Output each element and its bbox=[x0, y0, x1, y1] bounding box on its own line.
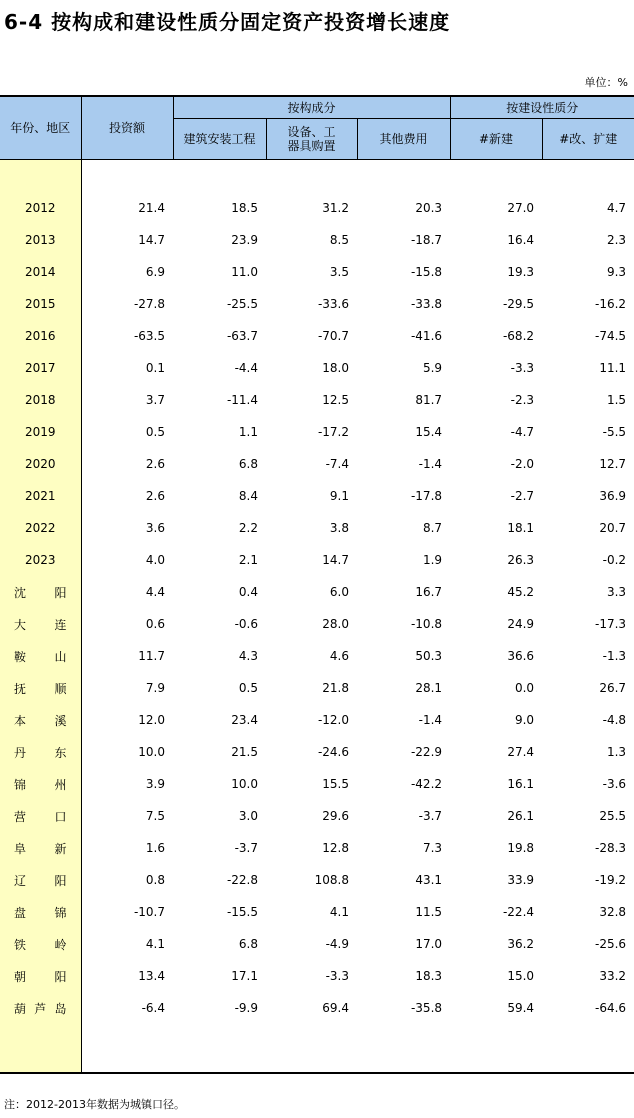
value-cell: 8.7 bbox=[422, 521, 443, 535]
value-cell: -6.4 bbox=[141, 1001, 165, 1015]
value-cell: -74.5 bbox=[594, 329, 627, 343]
value-cell: -28.3 bbox=[594, 841, 627, 855]
value-cell: 12.7 bbox=[599, 457, 627, 471]
value-cell: -4.8 bbox=[602, 713, 627, 727]
value-cell: 50.3 bbox=[415, 649, 443, 663]
row-label: 2023 bbox=[0, 544, 81, 576]
value-cell: 3.5 bbox=[329, 265, 349, 279]
header-renovation: #改、扩建 bbox=[542, 119, 634, 160]
value-cell: 29.6 bbox=[322, 809, 349, 823]
row-label: 辽阳 bbox=[0, 864, 81, 896]
row-label: 盘锦 bbox=[0, 896, 81, 928]
value-cell: 20.3 bbox=[415, 201, 443, 215]
value-cell: -16.2 bbox=[594, 297, 627, 311]
spacer-cell bbox=[173, 160, 266, 193]
value-cell: 0.5 bbox=[145, 425, 165, 439]
value-cell: 0.1 bbox=[145, 361, 165, 375]
spacer-cell bbox=[81, 1024, 173, 1073]
value-cell: 33.2 bbox=[599, 969, 627, 983]
table-row bbox=[0, 192, 634, 224]
value-cell: 3.8 bbox=[329, 521, 349, 535]
value-cell: 6.8 bbox=[238, 937, 258, 951]
value-cell: 26.7 bbox=[599, 681, 627, 695]
table-header bbox=[0, 96, 634, 160]
value-cell: 0.0 bbox=[514, 681, 535, 695]
value-cell: 4.1 bbox=[145, 937, 165, 951]
table-row bbox=[0, 608, 634, 640]
spacer-cell bbox=[357, 160, 450, 193]
value-cell: 12.8 bbox=[322, 841, 349, 855]
spacer-cell bbox=[542, 160, 634, 193]
header-region: 年份、地区 bbox=[0, 96, 81, 160]
value-cell: 9.3 bbox=[606, 265, 627, 279]
data-table bbox=[0, 95, 634, 1074]
value-cell: 3.9 bbox=[145, 777, 165, 791]
value-cell: 26.1 bbox=[507, 809, 535, 823]
value-cell: 3.0 bbox=[238, 809, 258, 823]
value-cell: -3.7 bbox=[418, 809, 443, 823]
value-cell: -64.6 bbox=[594, 1001, 627, 1015]
value-cell: -10.7 bbox=[133, 905, 165, 919]
row-label: 2019 bbox=[0, 416, 81, 448]
value-cell: 7.9 bbox=[145, 681, 165, 695]
row-label: 阜新 bbox=[0, 832, 81, 864]
row-label: 大连 bbox=[0, 608, 81, 640]
spacer-cell bbox=[357, 1024, 450, 1073]
value-cell: -12.0 bbox=[317, 713, 349, 727]
value-cell: -4.7 bbox=[510, 425, 535, 439]
row-label: 铁岭 bbox=[0, 928, 81, 960]
table-row bbox=[0, 480, 634, 512]
value-cell: -22.9 bbox=[410, 745, 443, 759]
value-cell: -42.2 bbox=[410, 777, 443, 791]
value-cell: 16.7 bbox=[415, 585, 443, 599]
value-cell: 11.1 bbox=[599, 361, 627, 375]
value-cell: 33.9 bbox=[507, 873, 535, 887]
row-label: 锦州 bbox=[0, 768, 81, 800]
value-cell: 1.9 bbox=[422, 553, 443, 567]
value-cell: 16.1 bbox=[507, 777, 535, 791]
row-label: 2021 bbox=[0, 480, 81, 512]
value-cell: -70.7 bbox=[317, 329, 349, 343]
value-cell: 28.0 bbox=[322, 617, 349, 631]
value-cell: 11.0 bbox=[231, 265, 258, 279]
value-cell: -1.4 bbox=[418, 457, 443, 471]
value-cell: 17.0 bbox=[415, 937, 443, 951]
value-cell: 20.7 bbox=[599, 521, 627, 535]
table-row bbox=[0, 896, 634, 928]
table-row bbox=[0, 864, 634, 896]
table-row bbox=[0, 704, 634, 736]
value-cell: 0.6 bbox=[145, 617, 165, 631]
unit-label: 单位：% bbox=[584, 76, 628, 89]
value-cell: 11.7 bbox=[138, 649, 165, 663]
value-cell: 4.1 bbox=[329, 905, 349, 919]
value-cell: 1.5 bbox=[606, 393, 627, 407]
value-cell: 16.4 bbox=[507, 233, 535, 247]
value-cell: 18.5 bbox=[231, 201, 258, 215]
header-by-nature: 按建设性质分 bbox=[450, 96, 634, 119]
value-cell: -11.4 bbox=[226, 393, 258, 407]
footnote: 注：2012-2013年数据为城镇口径。 bbox=[4, 1098, 185, 1111]
value-cell: -2.7 bbox=[510, 489, 535, 503]
value-cell: -27.8 bbox=[133, 297, 165, 311]
value-cell: 9.1 bbox=[329, 489, 349, 503]
value-cell: 10.0 bbox=[231, 777, 258, 791]
value-cell: 23.4 bbox=[231, 713, 258, 727]
row-label: 抚顺 bbox=[0, 672, 81, 704]
table-row bbox=[0, 768, 634, 800]
table-row bbox=[0, 640, 634, 672]
value-cell: 6.0 bbox=[329, 585, 349, 599]
value-cell: 59.4 bbox=[507, 1001, 535, 1015]
value-cell: 15.5 bbox=[322, 777, 349, 791]
value-cell: 23.9 bbox=[231, 233, 258, 247]
value-cell: 18.3 bbox=[415, 969, 443, 983]
value-cell: -22.8 bbox=[226, 873, 258, 887]
value-cell: 26.3 bbox=[507, 553, 535, 567]
table-row bbox=[0, 832, 634, 864]
value-cell: 3.6 bbox=[145, 521, 165, 535]
value-cell: 4.0 bbox=[145, 553, 165, 567]
value-cell: -2.3 bbox=[510, 393, 535, 407]
table-row bbox=[0, 544, 634, 576]
table-row bbox=[0, 352, 634, 384]
value-cell: 18.1 bbox=[507, 521, 535, 535]
spacer-cell bbox=[450, 1024, 542, 1073]
row-label: 2016 bbox=[0, 320, 81, 352]
value-cell: 36.6 bbox=[507, 649, 535, 663]
value-cell: 2.1 bbox=[238, 553, 258, 567]
value-cell: 14.7 bbox=[322, 553, 349, 567]
value-cell: -25.5 bbox=[226, 297, 258, 311]
value-cell: 4.7 bbox=[606, 201, 627, 215]
value-cell: 10.0 bbox=[138, 745, 165, 759]
value-cell: -10.8 bbox=[410, 617, 443, 631]
value-cell: -15.8 bbox=[410, 265, 443, 279]
table-row bbox=[0, 320, 634, 352]
value-cell: 36.2 bbox=[507, 937, 535, 951]
value-cell: -29.5 bbox=[502, 297, 535, 311]
table-row bbox=[0, 224, 634, 256]
value-cell: -0.2 bbox=[602, 553, 627, 567]
table-body bbox=[0, 160, 634, 1074]
row-label: 2020 bbox=[0, 448, 81, 480]
value-cell: 2.6 bbox=[145, 457, 165, 471]
value-cell: -19.2 bbox=[594, 873, 627, 887]
value-cell: -2.0 bbox=[510, 457, 535, 471]
table-row bbox=[0, 576, 634, 608]
value-cell: 1.1 bbox=[238, 425, 258, 439]
value-cell: 32.8 bbox=[599, 905, 627, 919]
value-cell: -63.5 bbox=[133, 329, 165, 343]
header-construction: 建筑安装工程 bbox=[173, 119, 266, 160]
value-cell: -4.4 bbox=[234, 361, 258, 375]
value-cell: -33.8 bbox=[410, 297, 443, 311]
value-cell: 24.9 bbox=[507, 617, 535, 631]
table-row bbox=[0, 416, 634, 448]
value-cell: -3.6 bbox=[602, 777, 627, 791]
header-by-composition: 按构成分 bbox=[173, 96, 450, 119]
value-cell: 27.4 bbox=[507, 745, 535, 759]
page-title: 6-4 按构成和建设性质分固定资产投资增长速度 bbox=[4, 10, 451, 34]
table-row bbox=[0, 992, 634, 1024]
value-cell: 17.1 bbox=[231, 969, 258, 983]
value-cell: 8.4 bbox=[238, 489, 258, 503]
value-cell: 1.6 bbox=[145, 841, 165, 855]
value-cell: 13.4 bbox=[138, 969, 165, 983]
row-label: 2015 bbox=[0, 288, 81, 320]
value-cell: 11.5 bbox=[415, 905, 443, 919]
value-cell: -5.5 bbox=[602, 425, 627, 439]
value-cell: 18.0 bbox=[322, 361, 349, 375]
row-label: 营口 bbox=[0, 800, 81, 832]
header-equipment bbox=[266, 119, 357, 160]
value-cell: 21.4 bbox=[138, 201, 165, 215]
header-other: 其他费用 bbox=[357, 119, 450, 160]
value-cell: 7.3 bbox=[422, 841, 443, 855]
value-cell: -17.3 bbox=[594, 617, 627, 631]
value-cell: 4.3 bbox=[238, 649, 258, 663]
value-cell: 2.3 bbox=[606, 233, 627, 247]
value-cell: -41.6 bbox=[410, 329, 443, 343]
value-cell: -1.3 bbox=[602, 649, 627, 663]
row-label: 葫芦岛 bbox=[0, 992, 81, 1024]
spacer-cell bbox=[0, 160, 81, 193]
value-cell: -3.7 bbox=[234, 841, 258, 855]
value-cell: 8.5 bbox=[329, 233, 349, 247]
header-new: #新建 bbox=[450, 119, 542, 160]
spacer-cell bbox=[81, 160, 173, 193]
table-row bbox=[0, 512, 634, 544]
table-row bbox=[0, 448, 634, 480]
value-cell: 4.4 bbox=[145, 585, 165, 599]
value-cell: -22.4 bbox=[502, 905, 535, 919]
value-cell: 25.5 bbox=[599, 809, 627, 823]
value-cell: -25.6 bbox=[594, 937, 627, 951]
spacer-cell bbox=[173, 1024, 266, 1073]
table-row bbox=[0, 928, 634, 960]
value-cell: 0.4 bbox=[238, 585, 258, 599]
value-cell: -7.4 bbox=[325, 457, 349, 471]
value-cell: -15.5 bbox=[226, 905, 258, 919]
value-cell: 14.7 bbox=[138, 233, 165, 247]
row-label: 2017 bbox=[0, 352, 81, 384]
value-cell: 2.2 bbox=[238, 521, 258, 535]
value-cell: 108.8 bbox=[314, 873, 349, 887]
value-cell: 69.4 bbox=[322, 1001, 349, 1015]
header-investment: 投资额 bbox=[81, 96, 173, 160]
value-cell: 7.5 bbox=[145, 809, 165, 823]
spacer-cell bbox=[266, 160, 357, 193]
value-cell: 3.3 bbox=[606, 585, 627, 599]
value-cell: 31.2 bbox=[322, 201, 349, 215]
row-label: 朝阳 bbox=[0, 960, 81, 992]
value-cell: -9.9 bbox=[234, 1001, 258, 1015]
table-row bbox=[0, 672, 634, 704]
value-cell: -17.2 bbox=[317, 425, 349, 439]
table-row bbox=[0, 256, 634, 288]
spacer-cell bbox=[266, 1024, 357, 1073]
value-cell: 15.0 bbox=[507, 969, 535, 983]
table-row bbox=[0, 800, 634, 832]
value-cell: -68.2 bbox=[502, 329, 535, 343]
value-cell: 19.8 bbox=[507, 841, 535, 855]
value-cell: 0.5 bbox=[238, 681, 258, 695]
value-cell: 5.9 bbox=[422, 361, 443, 375]
value-cell: 12.0 bbox=[138, 713, 165, 727]
value-cell: -35.8 bbox=[410, 1001, 443, 1015]
table-row bbox=[0, 288, 634, 320]
value-cell: 27.0 bbox=[507, 201, 535, 215]
spacer-row bbox=[0, 160, 634, 193]
table-row bbox=[0, 960, 634, 992]
value-cell: -33.6 bbox=[317, 297, 349, 311]
spacer-cell bbox=[542, 1024, 634, 1073]
value-cell: -18.7 bbox=[410, 233, 443, 247]
value-cell: 1.3 bbox=[606, 745, 627, 759]
value-cell: 12.5 bbox=[322, 393, 349, 407]
table-row bbox=[0, 384, 634, 416]
header-equipment-text: 设备、工器具购置 bbox=[287, 125, 336, 153]
value-cell: 43.1 bbox=[415, 873, 443, 887]
value-cell: 45.2 bbox=[507, 585, 535, 599]
value-cell: 6.8 bbox=[238, 457, 258, 471]
table-row bbox=[0, 736, 634, 768]
value-cell: 6.9 bbox=[145, 265, 165, 279]
spacer-cell bbox=[0, 1024, 81, 1073]
value-cell: 9.0 bbox=[514, 713, 535, 727]
row-label: 2022 bbox=[0, 512, 81, 544]
value-cell: 15.4 bbox=[415, 425, 443, 439]
value-cell: -0.6 bbox=[234, 617, 258, 631]
value-cell: -4.9 bbox=[325, 937, 349, 951]
value-cell: 81.7 bbox=[415, 393, 443, 407]
row-label: 本溪 bbox=[0, 704, 81, 736]
value-cell: 19.3 bbox=[507, 265, 535, 279]
row-label: 沈阳 bbox=[0, 576, 81, 608]
row-label: 2013 bbox=[0, 224, 81, 256]
value-cell: 21.5 bbox=[231, 745, 258, 759]
value-cell: 2.6 bbox=[145, 489, 165, 503]
value-cell: 4.6 bbox=[329, 649, 349, 663]
row-label: 2018 bbox=[0, 384, 81, 416]
value-cell: -24.6 bbox=[317, 745, 349, 759]
row-label: 2014 bbox=[0, 256, 81, 288]
value-cell: -3.3 bbox=[510, 361, 535, 375]
spacer-cell bbox=[450, 160, 542, 193]
row-label: 丹东 bbox=[0, 736, 81, 768]
value-cell: 36.9 bbox=[599, 489, 627, 503]
row-label: 鞍山 bbox=[0, 640, 81, 672]
spacer-row bbox=[0, 1024, 634, 1073]
value-cell: -3.3 bbox=[325, 969, 349, 983]
value-cell: 3.7 bbox=[145, 393, 165, 407]
value-cell: -17.8 bbox=[410, 489, 443, 503]
value-cell: -63.7 bbox=[226, 329, 258, 343]
value-cell: 0.8 bbox=[145, 873, 165, 887]
value-cell: -1.4 bbox=[418, 713, 443, 727]
value-cell: 28.1 bbox=[415, 681, 443, 695]
row-label: 2012 bbox=[0, 192, 81, 224]
value-cell: 21.8 bbox=[322, 681, 349, 695]
